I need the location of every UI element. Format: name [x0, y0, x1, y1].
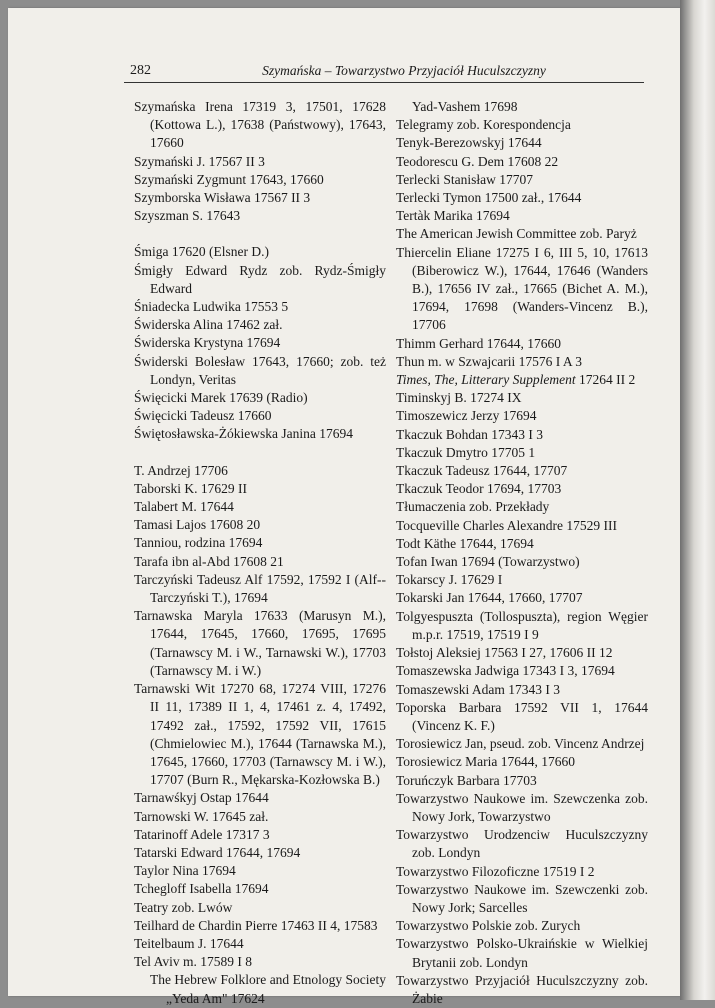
- index-entry: Tocqueville Charles Alexandre 17529 III: [396, 517, 617, 533]
- index-entry: Tarafa ibn al-Abd 17608 21: [134, 553, 284, 569]
- index-entry: Tamasi Lajos 17608 20: [134, 517, 261, 533]
- page-header: [124, 60, 644, 83]
- index-entry: Szymborska Wisława 17567 II 3: [134, 190, 311, 206]
- index-entry: Todt Käthe 17644, 17694: [396, 535, 534, 551]
- index-entry: Taborski K. 17629 II: [134, 480, 248, 496]
- index-entry: Tarnawska Maryla 17633 (Marusyn M.), 17644, 17645, 17660, 17695, 17695 (Tarnawscy M. i W., Tarnawski W.), 17703 (Tarnawscy M. i W.): [134, 608, 386, 678]
- entry-group-gap: [134, 444, 386, 462]
- index-entry: Tłumaczenia zob. Przekłady: [396, 499, 550, 515]
- index-entry: Tarnawśkyj Ostap 17644: [134, 790, 269, 806]
- index-entry: Szyszman S. 17643: [134, 208, 241, 224]
- index-entry: Teatry zob. Lwów: [134, 899, 233, 915]
- index-entry: Thimm Gerhard 17644, 17660: [396, 335, 561, 351]
- index-entry: Tel Aviv m. 17589 I 8: [134, 954, 253, 970]
- index-entry: Szymański Zygmunt 17643, 17660: [134, 171, 324, 187]
- index-entry: Tarnawski Wit 17270 68, 17274 VIII, 17276 II 11, 17389 II 1, 4, 17461 z. 4, 17492, 17492 zał., 17592, 17592 VII, 17615 (Chmielowiec M.), 17644 (Tarnawska M.), 17645, 17660, 17703 (Tarnawscy M. i W.), 17707 (Burn R., Mękarska-Kozłowska B.): [134, 681, 386, 788]
- index-entry: The Hebrew Folklore and Etnology Society „Yeda Am" 17624: [150, 972, 386, 1006]
- index-entry: Śmigły Edward Rydz zob. Rydz-Śmigły Edward: [134, 262, 386, 296]
- index-entry: Thiercelin Eliane 17275 I 6, III 5, 10, 17613 (Biberowicz W.), 17644, 17646 (Wanders B.), 17656 IV zał., 17665 (Bichet A. M.), 17694, 17698 (Wanders-Vincenz B.), 17706: [396, 244, 648, 333]
- index-entry: Yad-Vashem 17698: [412, 99, 518, 114]
- index-entry-italic-title: Times, The, Litterary Supplement: [396, 372, 576, 388]
- index-entry: Towarzystwo Polskie zob. Zurych: [396, 918, 581, 934]
- index-entry: Tanniou, rodzina 17694: [134, 535, 263, 551]
- running-title: Szymańska – Towarzystwo Przyjaciół Huculszczyzny: [262, 63, 546, 78]
- index-entry: Towarzystwo Polsko-Ukraińskie w Wielkiej Brytanii zob. Londyn: [396, 936, 648, 970]
- index-entry: Świderski Bolesław 17643, 17660; zob. też Londyn, Veritas: [134, 353, 386, 387]
- index-entry: Towarzystwo Filozoficzne 17519 I 2: [396, 863, 595, 879]
- page-number: 282: [130, 63, 151, 78]
- index-entry: Tarczyński Tadeusz Alf 17592, 17592 I (Alf--Tarczyński T.), 17694: [134, 571, 386, 606]
- index-entry: Śmiga 17620 (Elsner D.): [134, 244, 269, 260]
- index-entry: Szymańska Irena 17319 3, 17501, 17628 (Kottowa L.), 17638 (Państwowy), 17643, 17660: [134, 99, 386, 151]
- index-entry: Terlecki Tymon 17500 zał., 17644: [396, 190, 582, 206]
- index-entry: Timoszewicz Jerzy 17694: [396, 408, 537, 424]
- index-entry: Tofan Iwan 17694 (Towarzystwo): [396, 554, 580, 570]
- index-entry: Świętosławska-Żókiewska Janina 17694: [134, 426, 353, 442]
- index-entry: Tkaczuk Teodor 17694, 17703: [396, 481, 562, 497]
- index-entry: The American Jewish Committee zob. Paryż: [396, 226, 637, 242]
- index-entry: Teilhard de Chardin Pierre 17463 II 4, 17583: [134, 917, 378, 933]
- index-entry: Tatarinoff Adele 17317 3: [134, 826, 270, 842]
- index-entry: Torosiewicz Maria 17644, 17660: [396, 754, 576, 770]
- index-entry: Tatarski Edward 17644, 17694: [134, 844, 301, 860]
- index-entry: Teitelbaum J. 17644: [134, 935, 244, 951]
- index-entry: Szymański J. 17567 II 3: [134, 153, 265, 169]
- index-entry: Towarzystwo Naukowe im. Szewczenki zob. Nowy Jork; Sarcelles: [396, 881, 648, 915]
- index-entry: Tokarscy J. 17629 I: [396, 572, 503, 588]
- index-entry: Telegramy zob. Korespondencja: [396, 117, 571, 133]
- index-entry: Taylor Nina 17694: [134, 863, 236, 879]
- index-entry: Śniadecka Ludwika 17553 5: [134, 299, 289, 315]
- index-entry: Toruńczyk Barbara 17703: [396, 772, 537, 788]
- index-column-left: [134, 98, 386, 1008]
- index-entry: Tolgyespuszta (Tollospuszta), region Węgier m.p.r. 17519, 17519 I 9: [396, 608, 648, 642]
- index-entry: Towarzystwo Naukowe im. Szewczenka zob. Nowy Jork, Towarzystwo: [396, 790, 648, 824]
- index-entry: Teodorescu G. Dem 17608 22: [396, 153, 559, 169]
- index-entry: Święcicki Marek 17639 (Radio): [134, 390, 308, 406]
- index-entry: Tkaczuk Bohdan 17343 I 3: [396, 426, 543, 442]
- index-entry: Świderska Alina 17462 zał.: [134, 317, 283, 333]
- index-entry: Tenyk-Berezowskyj 17644: [396, 135, 542, 151]
- index-entry: Towarzystwo Urodzenciw Huculszczyzny zob. Londyn: [396, 827, 648, 861]
- index-entry: Tomaszewski Adam 17343 I 3: [396, 681, 561, 697]
- index-entry: Tertàk Marika 17694: [396, 208, 510, 224]
- index-column-right: [396, 98, 648, 1008]
- index-entry: Święcicki Tadeusz 17660: [134, 408, 272, 424]
- index-entry: Thun m. w Szwajcarii 17576 I A 3: [396, 353, 582, 369]
- entry-group-gap: [134, 225, 386, 243]
- index-entry: Tomaszewska Jadwiga 17343 I 3, 17694: [396, 663, 615, 679]
- index-entry: Timinskyj B. 17274 IX: [396, 390, 522, 406]
- index-entry: Toporska Barbara 17592 VII 1, 17644 (Vincenz K. F.): [396, 699, 648, 733]
- index-entry: Towarzystwo Przyjaciół Huculszczyzny zob. Żabie: [396, 972, 648, 1006]
- index-entry: Tarnowski W. 17645 zał.: [134, 808, 269, 824]
- index-entry: Tokarski Jan 17644, 17660, 17707: [396, 590, 583, 606]
- page-edge-shadow: [680, 0, 715, 1000]
- index-entry: Torosiewicz Jan, pseud. zob. Vincenz Andrzej: [396, 736, 645, 752]
- index-entry: Tchegloff Isabella 17694: [134, 881, 269, 897]
- index-entry-refs: 17264 II 2: [575, 372, 636, 388]
- index-entry: T. Andrzej 17706: [134, 462, 228, 478]
- index-entry: Tkaczuk Tadeusz 17644, 17707: [396, 463, 568, 479]
- index-entry: Tołstoj Aleksiej 17563 I 27, 17606 II 12: [396, 645, 613, 661]
- index-entry: Terlecki Stanisław 17707: [396, 171, 534, 187]
- index-entry: Talabert M. 17644: [134, 499, 234, 515]
- index-entry: Tkaczuk Dmytro 17705 1: [396, 444, 536, 460]
- index-entry: [396, 371, 648, 389]
- index-entry: Świderska Krystyna 17694: [134, 335, 281, 351]
